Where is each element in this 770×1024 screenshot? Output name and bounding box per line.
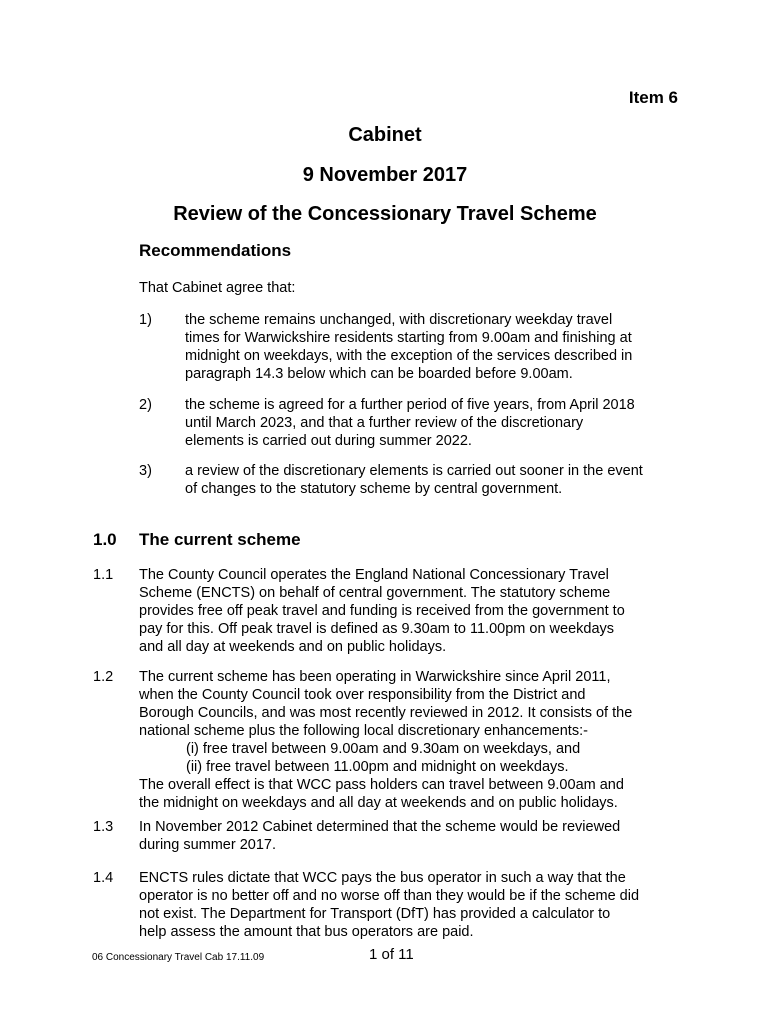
text-line: during summer 2017. (139, 837, 277, 853)
paragraph-text (139, 869, 684, 941)
text-line: The current scheme has been operating in Warwickshire since April 2011, (139, 669, 611, 685)
recommendation-text (185, 311, 685, 383)
section-number: 1.0 (93, 530, 117, 549)
text-line: the scheme is agreed for a further period of five years, from April 2018 (185, 397, 635, 413)
item-label: Item 6 (628, 88, 678, 107)
recommendation-number: 1) (139, 312, 152, 328)
paragraph-number: 1.4 (93, 870, 114, 886)
text-line: midnight on weekdays, with the exception of the services described in (185, 348, 633, 364)
recommendation-number: 2) (139, 397, 152, 413)
text-line: not exist. The Department for Transport (DfT) has provided a calculator to (139, 906, 611, 922)
text-line: times for Warwickshire residents starting from 9.00am and finishing at (185, 330, 632, 346)
text-line: help assess the amount that bus operators are paid. (139, 924, 474, 940)
paragraph-number: 1.1 (93, 567, 114, 583)
text-line: operator is no better off and no worse off than they would be if the scheme did (139, 888, 640, 904)
text-line: elements is carried out during summer 2022. (185, 433, 472, 449)
paragraph-number: 1.2 (93, 669, 114, 685)
text-line: paragraph 14.3 below which can be boarded before 9.00am. (185, 366, 573, 382)
paragraph-text (139, 566, 684, 656)
recommendation-number: 3) (139, 463, 152, 479)
recommendations-heading: Recommendations (139, 241, 292, 260)
section-title: The current scheme (139, 530, 301, 549)
paragraph-text (139, 818, 684, 854)
text-line: The overall effect is that WCC pass holders can travel between 9.00am and (139, 777, 624, 793)
text-line: and all day at weekends and on public holidays. (139, 639, 447, 655)
text-line: pay for this. Off peak travel is defined as 9.30am to 11.00pm on weekdays (139, 621, 615, 637)
text-line: (i) free travel between 9.00am and 9.30am on weekdays, and (186, 741, 581, 757)
recommendations-intro: That Cabinet agree that: (139, 280, 296, 296)
text-line: of changes to the statutory scheme by central government. (185, 481, 563, 497)
text-line: national scheme plus the following local discretionary enhancements:- (139, 723, 588, 739)
text-line: Scheme (ENCTS) on behalf of central government. The statutory scheme (139, 585, 611, 601)
paragraph-number: 1.3 (93, 819, 114, 835)
recommendation-text (185, 462, 685, 498)
meeting-name: Cabinet (348, 124, 422, 146)
text-line: ENCTS rules dictate that WCC pays the bus operator in such a way that the (139, 870, 626, 886)
text-line: provides free off peak travel and funding is received from the government to (139, 603, 625, 619)
page-number: 1 of 11 (369, 946, 414, 963)
footer-filename: 06 Concessionary Travel Cab 17.11.09 (92, 952, 265, 963)
text-line: Borough Councils, and was most recently reviewed in 2012. It consists of the (139, 705, 633, 721)
text-line: The County Council operates the England National Concessionary Travel (139, 567, 609, 583)
text-line: the midnight on weekdays and all day at weekends and on public holidays. (139, 795, 618, 811)
text-line: In November 2012 Cabinet determined that the scheme would be reviewed (139, 819, 621, 835)
meeting-date: 9 November 2017 (302, 164, 468, 186)
text-line: (ii) free travel between 11.00pm and midnight on weekdays. (186, 759, 569, 775)
text-line: the scheme remains unchanged, with discretionary weekday travel (185, 312, 613, 328)
text-line: when the County Council took over responsibility from the District and (139, 687, 586, 703)
document-title: Review of the Concessionary Travel Scheme (173, 203, 597, 225)
recommendation-text (185, 396, 685, 450)
text-line: until March 2023, and that a further review of the discretionary (185, 415, 584, 431)
paragraph-text (139, 668, 684, 812)
text-line: a review of the discretionary elements is carried out sooner in the event (185, 463, 643, 479)
